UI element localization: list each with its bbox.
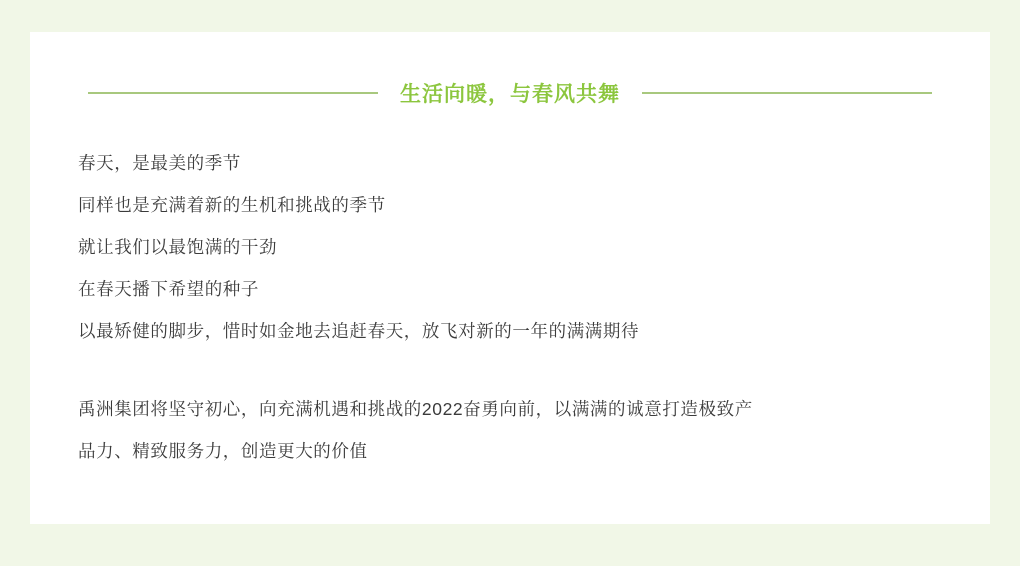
poem-line: 春天，是最美的季节	[78, 153, 241, 173]
poem-line: 以最矫健的脚步，惜时如金地去追赶春天，放飞对新的一年的满满期待	[78, 321, 640, 341]
page-title: 生活向暖，与春风共舞	[400, 83, 620, 106]
poem-line: 就让我们以最饱满的干劲	[78, 237, 278, 257]
content-card	[30, 32, 990, 524]
paragraph-line: 品力、精致服务力，创造更大的价值	[78, 441, 368, 461]
paragraph-line: 禹洲集团将坚守初心，向充满机遇和挑战的2022奋勇向前，以满满的诚意打造极致产	[78, 399, 753, 419]
poem-line: 同样也是充满着新的生机和挑战的季节	[78, 195, 386, 215]
closing-paragraph	[78, 388, 948, 472]
paragraph-spacer	[78, 352, 948, 388]
poem-line: 在春天播下希望的种子	[78, 279, 259, 299]
body-block	[78, 142, 948, 472]
title-rule-left	[88, 92, 378, 94]
title-row	[30, 78, 990, 108]
title-rule-right	[642, 92, 932, 94]
